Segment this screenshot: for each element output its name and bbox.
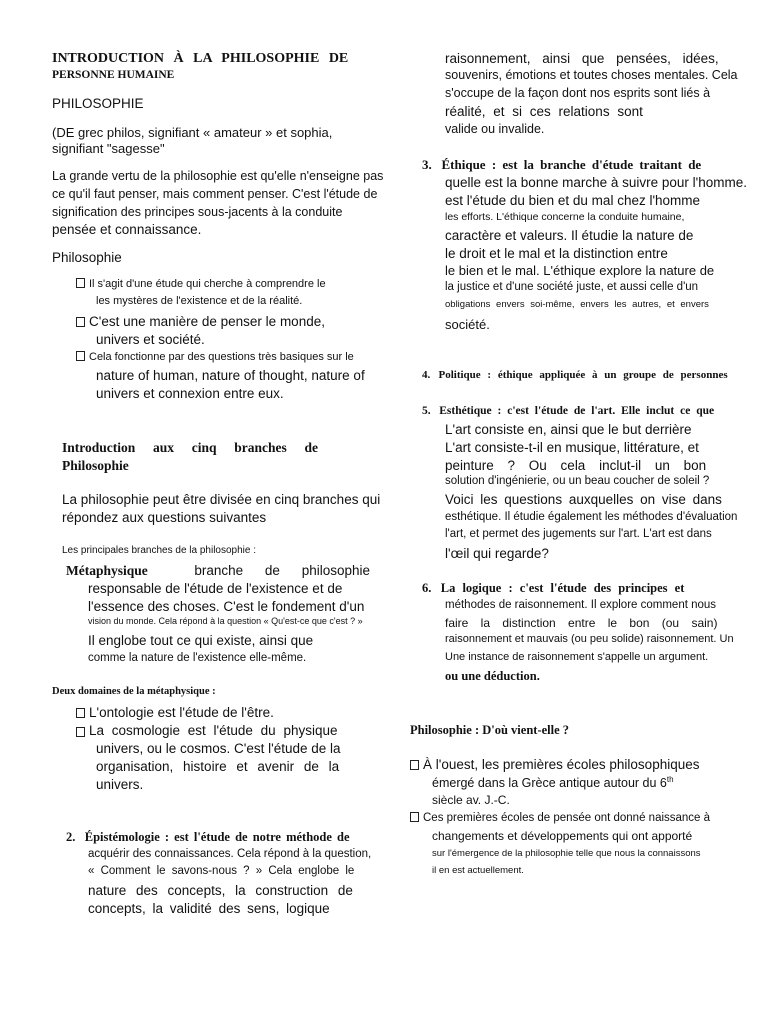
vertu-line4: pensée et connaissance. bbox=[52, 222, 202, 237]
bullet-square-icon bbox=[76, 317, 85, 327]
bullet-1-cont: les mystères de l'existence et de la réalité. bbox=[96, 295, 303, 307]
epis-cont-line2: souvenirs, émotions et toutes choses mentales. Cela bbox=[445, 68, 738, 82]
metaphysique-line5: Il englobe tout ce qui existe, ainsi que bbox=[88, 633, 314, 648]
esthetique-line8: l'œil qui regarde? bbox=[445, 546, 549, 561]
metaphysique-line4: vision du monde. Cela répond à la question « Qu'est-ce que c'est ? » bbox=[88, 616, 363, 626]
bullet-square-icon bbox=[410, 812, 419, 822]
logique-line2: faire la distinction entre le bon (ou sain) bbox=[445, 616, 718, 630]
esthetique-line5: Voici les questions auxquelles on vise dans bbox=[445, 492, 722, 507]
philosophie-label: Philosophie bbox=[52, 250, 122, 265]
epistemologie-line5: concepts, la validité des sens, logique bbox=[88, 901, 330, 916]
intro-branches-heading-line1: Introduction aux cinq branches de bbox=[62, 440, 318, 455]
logique-end: ou une déduction. bbox=[445, 669, 540, 683]
politique-heading: 4. Politique : éthique appliquée à un groupe de personnes bbox=[422, 369, 728, 381]
logique-line4: Une instance de raisonnement s'appelle un argument. bbox=[445, 651, 709, 663]
divisee-line1: La philosophie peut être divisée en cinq branches qui bbox=[62, 492, 381, 507]
etymology-line1: (DE grec philos, signifiant « amateur » et sophia, bbox=[52, 125, 333, 140]
etymology-line2: signifiant "sagesse" bbox=[52, 141, 165, 156]
esthetique-heading: 5. Esthétique : c'est l'étude de l'art. Elle inclut ce que bbox=[422, 405, 715, 417]
ontologie-item: L'ontologie est l'étude de l'être. bbox=[76, 705, 274, 720]
divisee-line2: répondez aux questions suivantes bbox=[62, 510, 267, 525]
ouest-item: À l'ouest, les premières écoles philosophiques bbox=[410, 757, 699, 772]
logique-heading: 6. La logique : c'est l'étude des principes et bbox=[422, 581, 685, 595]
vertu-line1: La grande vertu de la philosophie est qu'elle n'enseigne pas bbox=[52, 169, 384, 183]
epistemologie-heading: 2. Épistémologie : est l'étude de notre méthode de bbox=[66, 830, 350, 844]
cosmologie-line2: univers, ou le cosmos. C'est l'étude de la bbox=[96, 741, 341, 756]
bullet-square-icon bbox=[76, 727, 85, 737]
ethique-heading: 3. Éthique : est la branche d'étude traitant de bbox=[422, 157, 702, 172]
logique-line3: raisonnement et mauvais (ou peu solide) raisonnement. Un bbox=[445, 633, 734, 645]
esthetique-line1: L'art consiste en, ainsi que le but derrière bbox=[445, 422, 692, 437]
epistemologie-line4: nature des concepts, la construction de bbox=[88, 883, 353, 898]
cosmologie-line4: univers. bbox=[96, 777, 144, 792]
esthetique-line7: l'art, et permet des jugements sur l'art. L'art est dans bbox=[445, 528, 712, 540]
ethique-line6: le bien et le mal. L'éthique explore la nature de bbox=[445, 263, 715, 278]
ethique-line9: société. bbox=[445, 317, 490, 332]
epis-cont-line5: valide ou invalide. bbox=[445, 122, 545, 136]
esthetique-line6: esthétique. Il étudie également les méthodes d'évaluation bbox=[445, 511, 738, 523]
bullet-2: C'est une manière de penser le monde, bbox=[76, 314, 325, 329]
epis-cont-line4: réalité, et si ces relations sont bbox=[445, 104, 643, 119]
metaphysique-line1: Métaphysique branche de philosophie bbox=[66, 563, 370, 578]
vertu-line3: signification des principes sous-jacents à la conduite bbox=[52, 205, 343, 219]
ecoles-line4: il en est actuellement. bbox=[432, 865, 524, 876]
bullet-square-icon bbox=[76, 278, 85, 288]
logique-line1: méthodes de raisonnement. Il explore comment nous bbox=[445, 599, 717, 611]
cosmologie-line3: organisation, histoire et avenir de la bbox=[96, 759, 340, 774]
esthetique-line4: solution d'ingénierie, ou un beau coucher de soleil ? bbox=[445, 475, 710, 487]
ethique-line3: les efforts. L'éthique concerne la conduite humaine, bbox=[445, 211, 685, 223]
ecoles-line2: changements et développements qui ont apporté bbox=[432, 829, 693, 843]
ethique-line5: le droit et le mal et la distinction entre bbox=[445, 246, 668, 261]
esthetique-line3: peinture ? Ou cela inclut-il un bon bbox=[445, 458, 707, 473]
bullet-square-icon bbox=[76, 708, 85, 718]
origine-heading: Philosophie : D'où vient-elle ? bbox=[410, 723, 570, 737]
epis-cont-line1: raisonnement, ainsi que pensées, idées, bbox=[445, 51, 719, 66]
ecoles-item: Ces premières écoles de pensée ont donné naissance à bbox=[410, 812, 710, 824]
bullet-3-cont2: univers et connexion entre eux. bbox=[96, 386, 284, 401]
ethique-line1: quelle est la bonne marche à suivre pour l'homme. bbox=[445, 175, 747, 190]
metaphysique-line2: responsable de l'étude de l'existence et de bbox=[88, 581, 343, 596]
metaphysique-line6: comme la nature de l'existence elle-même. bbox=[88, 652, 307, 664]
epistemologie-line2: acquérir des connaissances. Cela répond à la question, bbox=[88, 848, 372, 860]
ethique-line4: caractère et valeurs. Il étudie la nature de bbox=[445, 228, 694, 243]
bullet-3-cont1: nature of human, nature of thought, nature of bbox=[96, 368, 365, 383]
ouest-line2: émergé dans la Grèce antique autour du 6th bbox=[432, 775, 674, 791]
epis-cont-line3: s'occupe de la façon dont nos esprits sont liés à bbox=[445, 86, 711, 100]
metaphysique-line3: l'essence des choses. C'est le fondement d'un bbox=[88, 599, 365, 614]
esthetique-line2: L'art consiste-t-il en musique, littérature, et bbox=[445, 440, 699, 455]
bullet-3: Cela fonctionne par des questions très basiques sur le bbox=[76, 351, 354, 363]
cosmologie-item: La cosmologie est l'étude du physique bbox=[76, 723, 350, 738]
domaines-heading: Deux domaines de la métaphysique : bbox=[52, 686, 216, 697]
doc-title-line1: INTRODUCTION À LA PHILOSOPHIE DE bbox=[52, 51, 349, 66]
doc-title-line2: PERSONNE HUMAINE bbox=[52, 69, 175, 81]
ouest-line3: siècle av. J.-C. bbox=[432, 793, 510, 807]
principales-label: Les principales branches de la philosophie : bbox=[62, 545, 257, 556]
ethique-line7: la justice et d'une société juste, et aussi celle d'un bbox=[445, 281, 699, 293]
intro-branches-heading-line2: Philosophie bbox=[62, 458, 129, 473]
ecoles-line3: sur l'émergence de la philosophie telle que nous la connaissons bbox=[432, 848, 701, 859]
bullet-square-icon bbox=[76, 351, 85, 361]
bullet-2-cont: univers et société. bbox=[96, 332, 205, 347]
bullet-square-icon bbox=[410, 760, 419, 770]
bullet-1: Il s'agit d'une étude qui cherche à comprendre le bbox=[76, 278, 326, 290]
section-heading-philosophie: PHILOSOPHIE bbox=[52, 96, 144, 111]
ethique-line8: obligations envers soi-même, envers les autres, et envers bbox=[445, 299, 709, 310]
vertu-line2: ce qu'il faut penser, mais comment penser. C'est l'étude de bbox=[52, 187, 378, 201]
ethique-line2: est l'étude du bien et du mal chez l'homme bbox=[445, 193, 701, 208]
epistemologie-line3: « Comment le savons-nous ? » Cela englobe le bbox=[88, 865, 355, 877]
